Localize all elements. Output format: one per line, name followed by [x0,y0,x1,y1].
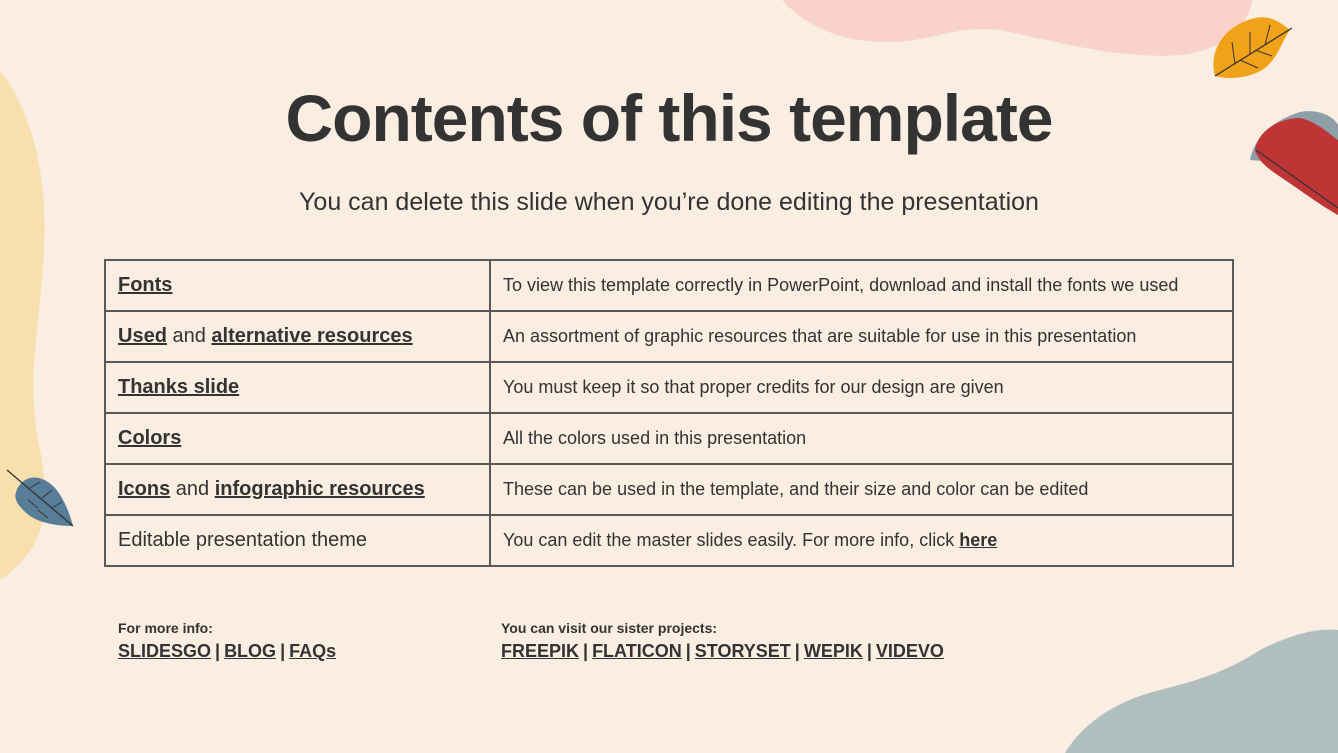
slide-subtitle: You can delete this slide when you’re done editing the presentation [299,188,1039,216]
link-separator: | [866,641,872,661]
link-storyset[interactable]: STORYSET [694,641,791,661]
row-name-cell [105,515,490,566]
row-description-cell [490,464,1233,515]
link-here[interactable]: here [959,530,998,550]
link-colors[interactable]: Colors [118,427,182,449]
row-name-cell [105,311,490,362]
link-separator: | [583,641,589,661]
link-wepik[interactable]: WEPIK [803,641,863,661]
table-row [105,515,1233,566]
row-name-cell [105,464,490,515]
more-info-label: For more info: [118,620,213,636]
row-description-text: An assortment of graphic resources that are suitable for use in this presentation [503,326,1137,346]
row-description-text: These can be used in the template, and their size and color can be edited [503,479,1089,499]
link-icons[interactable]: Icons [118,478,171,500]
link-separator: | [280,641,286,661]
table-row [105,464,1233,515]
link-flaticon[interactable]: FLATICON [592,641,682,661]
link-slidesgo[interactable]: SLIDESGO [118,641,212,661]
sister-projects-block [501,620,944,662]
row-name-text: and [170,478,215,500]
link-separator: | [794,641,800,661]
row-description-text: To view this template correctly in PowerPoint, download and install the fonts we used [503,275,1179,295]
row-name-text: Editable presentation theme [118,529,368,551]
row-description-cell [490,515,1233,566]
link-alternative-resources[interactable]: alternative resources [211,325,413,347]
table-row [105,311,1233,362]
row-description-cell [490,413,1233,464]
row-name-text: and [166,325,212,347]
link-separator: | [685,641,691,661]
row-name-cell [105,362,490,413]
row-description-cell [490,362,1233,413]
row-name-cell [105,413,490,464]
contents-table [104,259,1234,567]
row-name-cell [105,260,490,311]
row-description-text: All the colors used in this presentation [503,428,807,448]
link-blog[interactable]: BLOG [224,641,277,661]
link-used[interactable]: Used [118,325,167,347]
row-description-cell [490,311,1233,362]
row-description-cell [490,260,1233,311]
slide-title: Contents of this template [285,81,1053,155]
more-info-block [118,620,336,662]
sister-projects-label: You can visit our sister projects: [501,620,718,636]
table-row [105,260,1233,311]
row-description-text: You can edit the master slides easily. For more info, click [503,530,960,550]
link-thanks-slide[interactable]: Thanks slide [118,376,240,398]
link-faqs[interactable]: FAQs [289,641,337,661]
link-separator: | [215,641,221,661]
more-info-links [118,640,336,662]
row-description-text: You must keep it so that proper credits for our design are given [503,377,1004,397]
table-row [105,362,1233,413]
link-videvo[interactable]: VIDEVO [875,641,944,661]
sister-projects-links [501,640,944,662]
table-row [105,413,1233,464]
link-infographic-resources[interactable]: infographic resources [214,478,425,500]
link-freepik[interactable]: FREEPIK [501,641,580,661]
link-fonts[interactable]: Fonts [118,274,173,296]
